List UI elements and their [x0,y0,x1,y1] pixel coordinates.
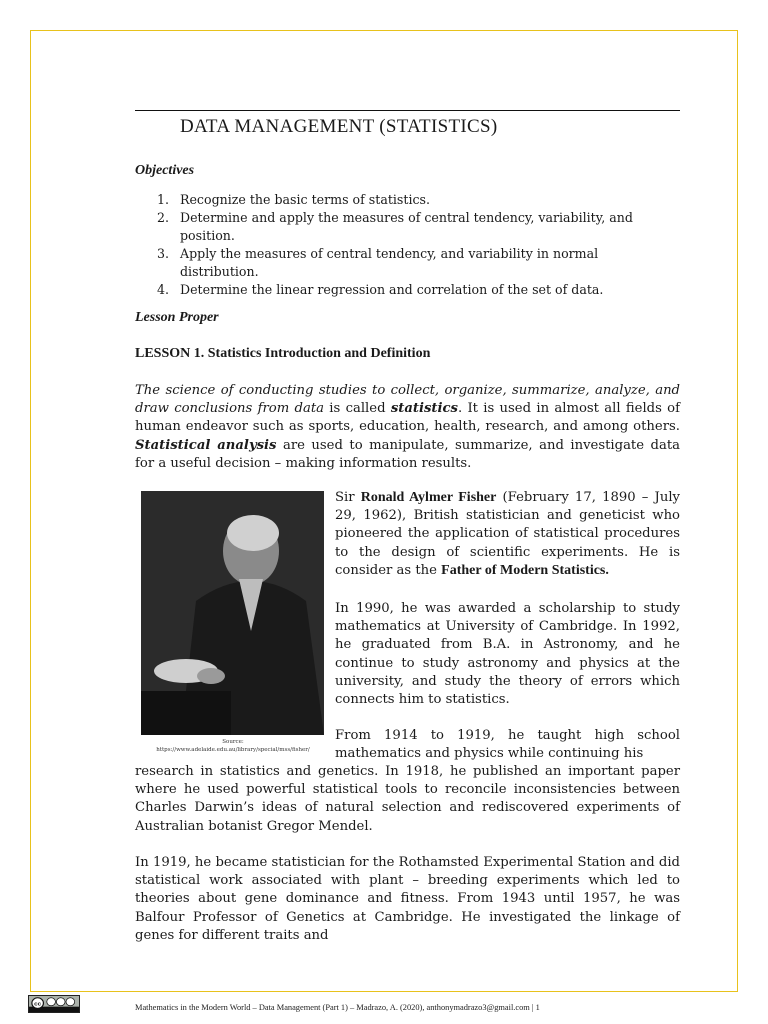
lesson-proper-heading: Lesson Proper [135,310,219,325]
page-footer: Mathematics in the Modern World – Data Management (Part 1) – Madrazo, A. (2020), anthonymadrazo3@gmail.com | 1 [135,1003,540,1012]
bio-paragraph-3: From 1914 to 1919, he taught high school mathematics and physics while continuing his [335,728,680,762]
objectives-heading: Objectives [135,163,195,178]
svg-text:cc: cc [34,1001,42,1008]
objective-item: 1. Recognize the basic terms of statistics. [157,192,430,207]
lesson1-heading: LESSON 1. Statistics Introduction and Definition [135,346,431,361]
objective-item: 3. Apply the measures of central tendency, and variability in normal distribution. [157,246,599,279]
title-rule [135,110,680,111]
portrait-illustration [141,491,324,735]
document-title: DATA MANAGEMENT (STATISTICS) [180,116,498,137]
intro-paragraph: The science of conducting studies to collect, organize, summarize, analyze, and draw conclusions from data is called statistics. It is used in almost all fields of human endeavor such as sports, education, health, research, and among others. Statistical analysis are used to manipulate, summarize, and investigate data for a useful decision – making information results. [135,383,680,471]
bio-paragraph-2: In 1990, he was awarded a scholarship to study mathematics at University of Cambridge. In 1992, he graduated from B.A. in Astronomy, and he continue to study astronomy and physics at the university, and study the theory of errors which connects him to statistics. [335,601,680,708]
photo-source-link[interactable]: https://www.adelaide.edu.au/library/special/mss/fisher/ [156,747,310,753]
objective-item: 4. Determine the linear regression and correlation of the set of data. [157,282,604,297]
cc-by-nc-sa-icon [28,995,80,1013]
fisher-portrait-photo [141,491,324,735]
document-body [135,110,680,943]
objectives-list [135,191,680,299]
objective-item: 2. Determine and apply the measures of central tendency, variability, and position. [157,210,633,243]
bio-paragraph-1: Sir Ronald Aylmer Fisher (February 17, 1890 – July 29, 1962), British statistician and geneticist who pioneered the application of statistical procedures to the design of scientific experiments. He is consider as the Father of Modern Statistics. [335,490,680,578]
paragraph-1919: In 1919, he became statistician for the Rothamsted Experimental Station and did statistical work associated with plant – breeding experiments which led to theories about gene dominance and fitness. From 1943 until 1957, he was Balfour Professor of Genetics at Cambridge. He investigated the linkage of genes for different traits and [135,855,680,943]
photo-caption: Source: https://www.adelaide.edu.au/library/special/mss/fisher/ [135,738,331,754]
bio-paragraph-3-continued: research in statistics and genetics. In 1918, he published an important paper where he used powerful statistical tools to reconcile inconsistencies between Charles Darwin’s ideas of natural selection and rediscovered experiments of Australian botanist Gregor Mendel. [135,764,680,834]
